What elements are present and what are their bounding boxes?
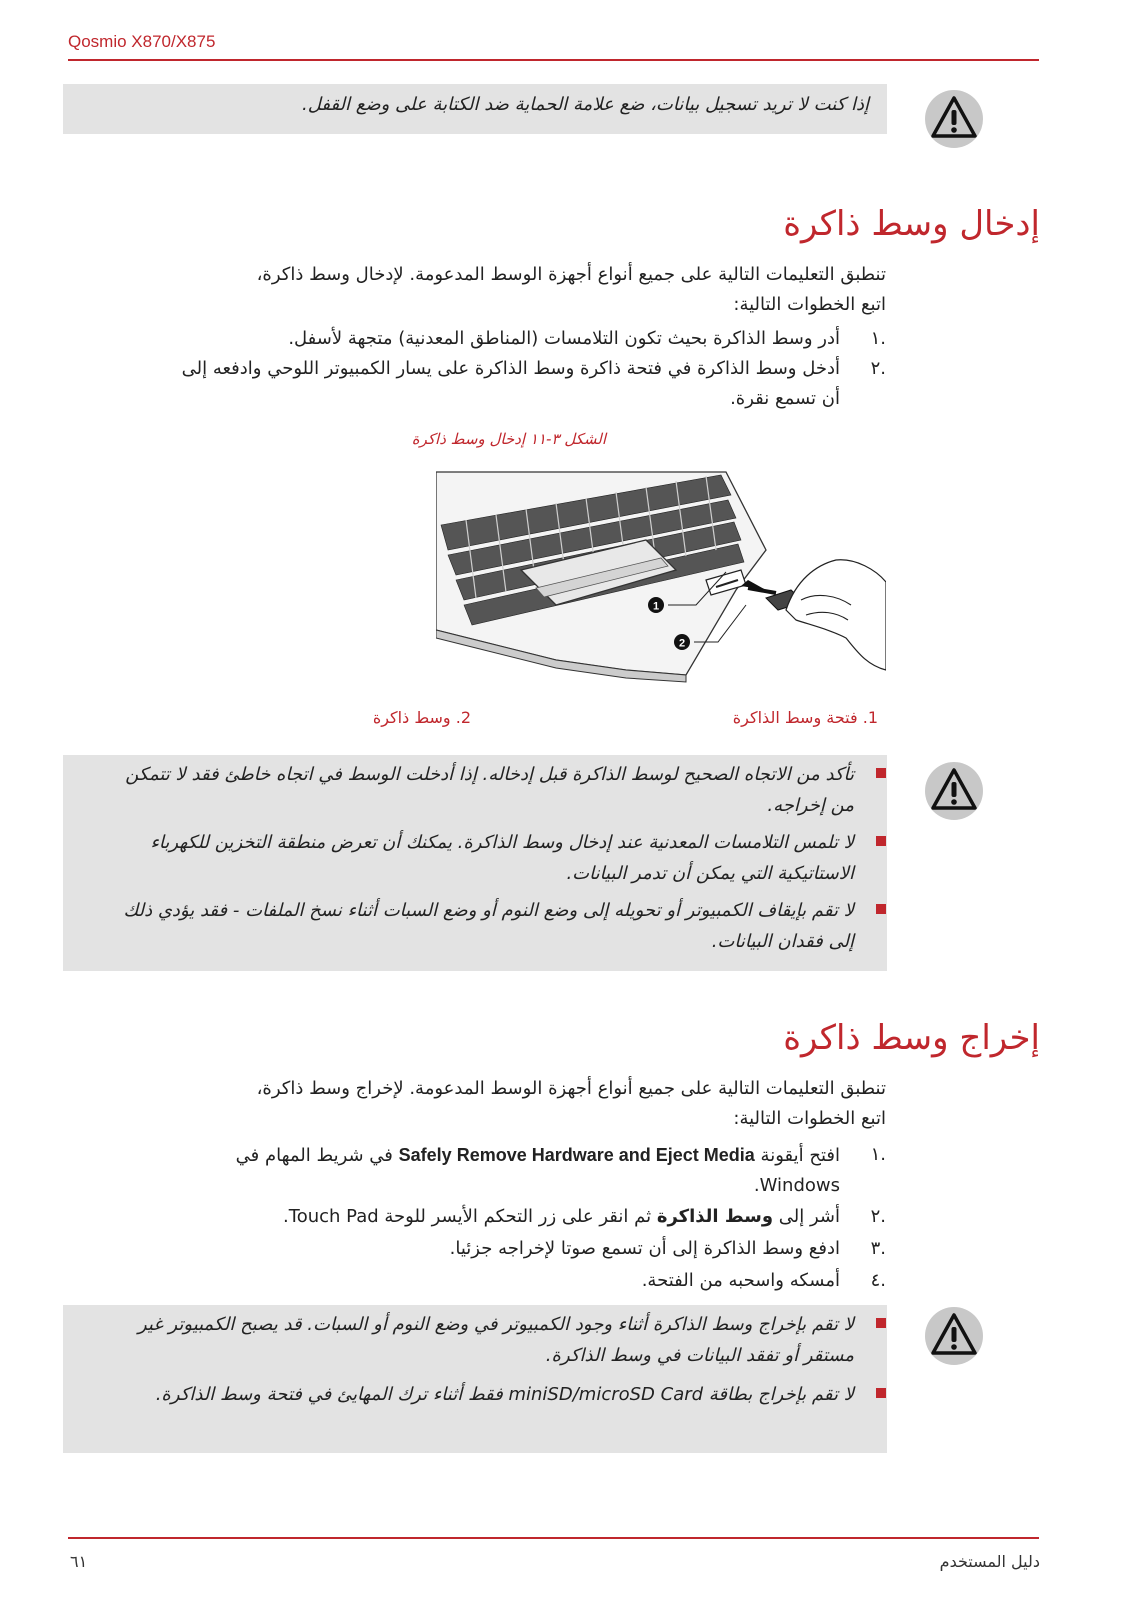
step-text: أمسكه واسحبه من الفتحة.: [641, 1270, 840, 1291]
caution-top-text: إذا كنت لا تريد تسجيل بيانات، ضع علامة الحماية ضد الكتابة على وضع القفل.: [302, 94, 869, 115]
warning-icon: [923, 1305, 985, 1367]
bold-term: Safely Remove Hardware and Eject Media: [398, 1145, 755, 1165]
section-title-remove: إخراج وسط ذاكرة: [783, 1018, 1040, 1058]
caution-remove-item-2: [74, 1379, 874, 1443]
figure-caption: الشكل ٣-١١ إدخال وسط ذاكرة: [411, 430, 606, 448]
memory-card-insert-illustration: [436, 470, 886, 700]
insert-step-1: [166, 324, 886, 354]
caution-text: لا تقم بإخراج بطاقة miniSD/microSD Card فقط أثناء ترك المهايئ في فتحة وسط الذاكرة.: [155, 1384, 854, 1405]
remove-step-1: [166, 1140, 886, 1200]
callout-number-1: 1: [652, 600, 660, 613]
section-title-insert: إدخال وسط ذاكرة: [783, 204, 1040, 244]
caution-box-top: [63, 84, 887, 134]
caution-text: لا تقم بإيقاف الكمبيوتر أو تحويله إلى وضع النوم أو وضع السبات أثناء نسخ الملفات - فقد يؤدي ذلك إلى فقدان البيانات.: [123, 900, 854, 952]
remove-step-4: [166, 1266, 886, 1296]
caution-remove-item-1: [74, 1309, 874, 1373]
header-rule: [68, 59, 1039, 61]
header-model: Qosmio X870/X875: [68, 32, 216, 51]
bullet-square: [876, 768, 886, 778]
bullet-square: [876, 836, 886, 846]
caution-insert-item-1: [74, 759, 874, 823]
caution-text: لا تلمس التلامسات المعدنية عند إدخال وسط الذاكرة. يمكنك أن تعرض منطقة التخزين للكهرباء الاستاتيكية التي يمكن أن تدمر البيانات.: [150, 832, 854, 884]
step-text: أدخل وسط الذاكرة في فتحة ذاكرة وسط الذاكرة على يسار الكمبيوتر اللوحي وادفعه إلى أن تسمع نقرة.: [181, 358, 840, 409]
callout-number-2: 2: [678, 637, 686, 650]
caution-insert-item-3: [74, 895, 874, 959]
footer-rule: [68, 1537, 1039, 1539]
warning-icon: [923, 88, 985, 150]
insert-intro: تنطبق التعليمات التالية على جميع أنواع أجهزة الوسط المدعومة. لإدخال وسط ذاكرة، اتبع الخطوات التالية:: [256, 264, 886, 315]
step-number: .١: [870, 1144, 886, 1165]
callout-label-2: 2. وسط ذاكرة: [372, 708, 471, 727]
step-text: أشر إلى وسط الذاكرة ثم انقر على زر التحكم الأيسر للوحة Touch Pad.: [283, 1206, 840, 1227]
step-text: ادفع وسط الذاكرة إلى أن تسمع صوتا لإخراجه جزئيا.: [449, 1238, 840, 1259]
bullet-square: [876, 1388, 886, 1398]
step-number: .٣: [870, 1238, 886, 1259]
remove-intro: تنطبق التعليمات التالية على جميع أنواع أجهزة الوسط المدعومة. لإخراج وسط ذاكرة، اتبع الخطوات التالية:: [256, 1078, 886, 1129]
insert-step-2: [166, 354, 886, 414]
footer-manual-title: دليل المستخدم: [939, 1552, 1040, 1571]
step-number: .١: [870, 328, 886, 349]
bullet-square: [876, 904, 886, 914]
step-text: افتح أيقونة Safely Remove Hardware and Eject Media في شريط المهام في Windows.: [235, 1145, 840, 1196]
caution-text: تأكد من الاتجاه الصحيح لوسط الذاكرة قبل إدخاله. إذا أدخلت الوسط في اتجاه خاطئ فقد لا تتمكن من إخراجه.: [125, 764, 854, 816]
remove-step-3: [166, 1234, 886, 1264]
caution-insert-item-2: [74, 827, 874, 891]
bullet-square: [876, 1318, 886, 1328]
bold-term: وسط الذاكرة: [656, 1206, 774, 1227]
warning-icon: [923, 760, 985, 822]
callout-label-1: 1. فتحة وسط الذاكرة: [732, 708, 878, 727]
remove-step-2: [166, 1202, 886, 1232]
step-text: أدر وسط الذاكرة بحيث تكون التلامسات (المناطق المعدنية) متجهة لأسفل.: [288, 328, 840, 349]
caution-text: لا تقم بإخراج وسط الذاكرة أثناء وجود الكمبيوتر في وضع النوم أو السبات. قد يصبح الكمبيوتر غير مستقر أو تفقد البيانات في وسط الذاكرة.: [137, 1314, 854, 1366]
step-number: .٢: [870, 1206, 886, 1227]
page-number: ٦١: [70, 1552, 88, 1571]
step-number: .٢: [870, 358, 886, 379]
step-number: .٤: [870, 1270, 886, 1291]
